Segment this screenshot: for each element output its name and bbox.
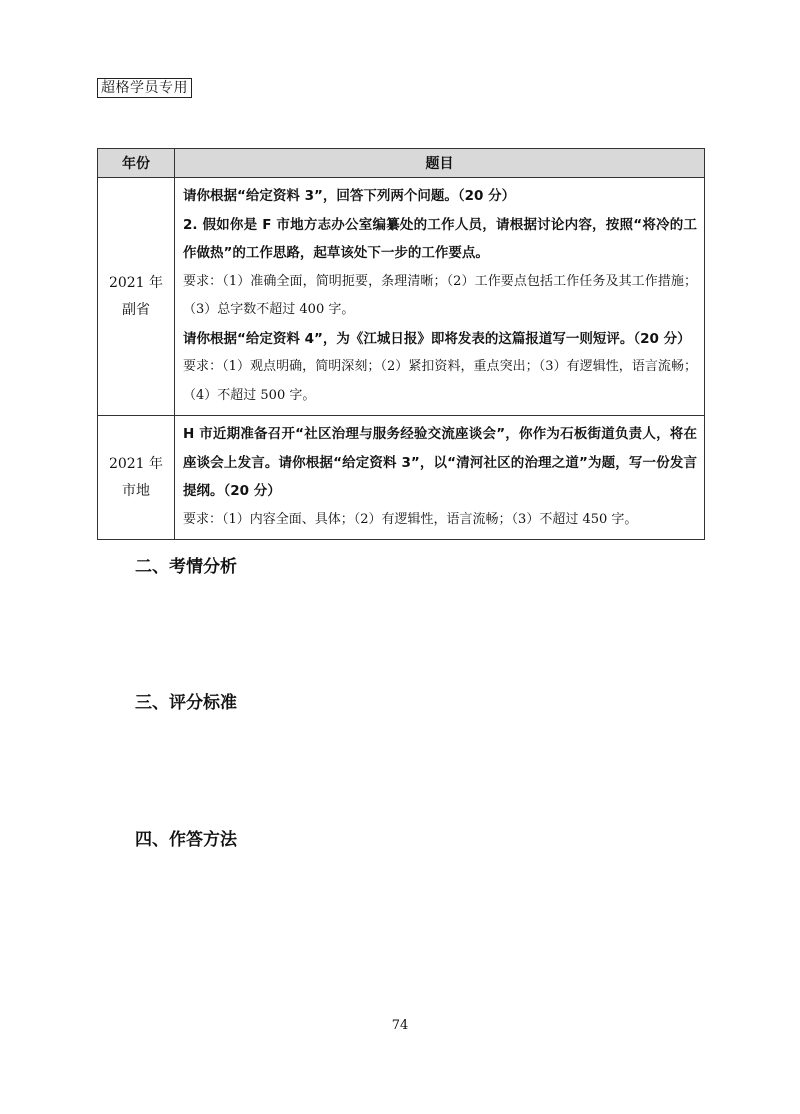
header-topic: 题目 xyxy=(175,149,705,178)
section-heading-answer-method: 四、作答方法 xyxy=(135,830,237,850)
year-text: 2021 年 xyxy=(108,455,164,472)
section-heading-scoring-criteria: 三、评分标准 xyxy=(135,693,237,713)
question-text: 请你根据“给定资料 4”，为《江城日报》即将发表的这篇报道写一则短评。（20 分） xyxy=(183,330,691,347)
question-text: H 市近期准备召开“社区治理与服务经验交流座谈会”，你作为石板街道负责人，将在座谈会上发言。请你根据“给定资料 3”，以“清河社区的治理之道”为题，写一份发言提纲。（20 分） xyxy=(183,426,697,499)
exam-type-text: 市地 xyxy=(122,482,150,499)
table-row xyxy=(98,416,705,540)
table-header-row xyxy=(98,149,705,178)
question-requirements: 要求：（1）观点明确，简明深刻；（2）紧扣资料，重点突出；（3）有逻辑性，语言流畅；（4）不超过 500 字。 xyxy=(183,359,697,403)
section-heading-exam-analysis: 二、考情分析 xyxy=(135,557,237,577)
member-only-tag: 超格学员专用 xyxy=(97,78,192,98)
question-requirements: 要求：（1）准确全面，简明扼要，条理清晰；（2）工作要点包括工作任务及其工作措施；（3）总字数不超过 400 字。 xyxy=(183,273,697,317)
question-cell xyxy=(175,416,705,540)
table-row xyxy=(98,178,705,416)
question-cell xyxy=(175,178,705,416)
header-year: 年份 xyxy=(98,149,175,178)
exam-question-table xyxy=(97,148,705,540)
page-number: 74 xyxy=(391,1018,409,1033)
year-cell xyxy=(98,178,175,416)
exam-type-text: 副省 xyxy=(122,301,150,318)
year-cell xyxy=(98,416,175,540)
question-text: 2. 假如你是 F 市地方志办公室编纂处的工作人员，请根据讨论内容，按照“将冷的工作做热”的工作思路，起草该处下一步的工作要点。 xyxy=(183,216,697,261)
question-requirements: 要求：（1）内容全面、具体；（2）有逻辑性，语言流畅；（3）不超过 450 字。 xyxy=(183,511,638,527)
question-intro: 请你根据“给定资料 3”，回答下列两个问题。（20 分） xyxy=(183,188,516,204)
year-text: 2021 年 xyxy=(108,274,164,291)
